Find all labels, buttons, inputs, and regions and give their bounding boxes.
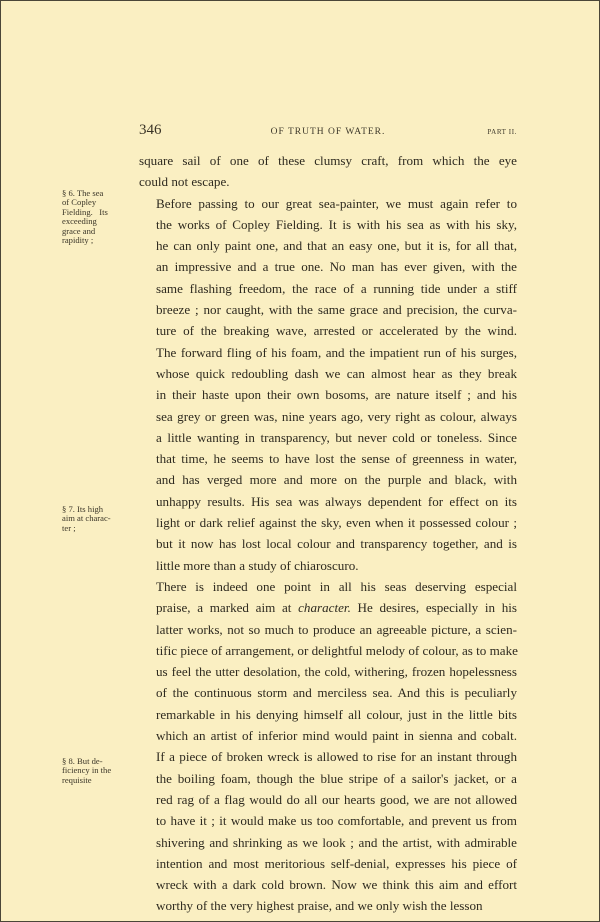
text-line: light or dark relief against the sky, even when it possessed colour ; — [156, 515, 517, 531]
text-line: same flashing freedom, the race of a running tide under a stiff — [156, 280, 517, 296]
text-line: an impressive and a true one. No man has ever given, with the — [156, 259, 517, 275]
sidenote-line: rapidity ; — [62, 235, 94, 246]
text-line: tific piece of arrangement, or delightful melody of colour, as to make — [156, 642, 518, 658]
text-line: wreck with a dark cold brown. Now we think this aim and effort — [156, 877, 517, 893]
paragraph — [139, 576, 517, 917]
text-line: could not escape. — [139, 174, 230, 190]
text-line: which an artist of inferior mind would paint in sienna and cobalt. — [156, 728, 517, 744]
sidenote-line: § 6. The sea — [62, 188, 104, 198]
text-line: remarkable in his denying himself all colour, just in the little bits — [156, 706, 517, 722]
text-line: breeze ; nor caught, with the same grace and precision, the curva- — [156, 302, 517, 318]
text-line: unhappy results. His sea was always dependent for effect on its — [156, 493, 517, 509]
sidenote-line: requisite — [62, 774, 92, 785]
text-line: us feel the utter desolation, the cold, withering, frozen hopelessness — [156, 664, 517, 680]
text-line: of the continuous storm and merciless sea. And this is peculiarly — [156, 685, 517, 701]
text-line: the boiling foam, though the blue stripe of a sailor's jacket, or a — [156, 770, 517, 786]
text-line: a little wanting in transparency, but never cold or toneless. Since — [156, 429, 517, 445]
text-line: square sail of one of these clumsy craft, from which the eye — [139, 153, 517, 168]
paragraph — [139, 193, 517, 576]
text-line: praise, a marked aim at character. He desires, especially in his — [156, 600, 517, 616]
part-label: PART II. — [487, 128, 517, 136]
text-line: worthy of the very highest praise, and we only wish the lesson — [156, 898, 483, 914]
text-line: sea grey or green was, nine years ago, very right as colour, always — [156, 408, 517, 424]
text-line: intention and most meritorious self-denial, expresses his piece of — [156, 855, 517, 871]
running-head — [139, 122, 517, 142]
text-line: whose quick redoubling dash we can almost hear as they break — [156, 365, 517, 381]
italic-text: character. — [298, 600, 351, 616]
sidenote-line: Fielding. Its — [62, 206, 108, 217]
text-line: in their haste upon their own bosoms, are nature itself ; and his — [156, 387, 517, 403]
text-line: shivering and shrinking as we look ; and the artist, with admirable — [156, 834, 517, 850]
text-line: Before passing to our great sea-painter, we must again refer to — [156, 195, 517, 211]
sidenote-line: ter ; — [62, 522, 76, 533]
sidenote-line: § 7. Its high — [62, 504, 104, 514]
paragraph — [139, 150, 517, 193]
sidenote-section-6 — [62, 189, 128, 245]
text-line: The forward fling of his foam, and the impatient run of his surges, — [156, 344, 517, 360]
sidenote-line: of Copley — [62, 197, 97, 208]
text-line: that time, he seems to have lost the sense of greenness in water, — [156, 451, 517, 467]
sidenote-line: grace and — [62, 225, 96, 236]
sidenote-section-8 — [62, 757, 128, 785]
text-line: ture of the breaking wave, arrested or accelerated by the wind. — [156, 323, 517, 339]
text-line: If a piece of broken wreck is allowed to rise for an instant through — [156, 749, 517, 765]
text-line: There is indeed one point in all his seas deserving especial — [156, 578, 517, 594]
running-title: OF TRUTH OF WATER. — [270, 127, 386, 137]
sidenote-line: ficiency in the — [62, 765, 112, 776]
sidenote-line: exceeding — [62, 216, 97, 227]
text-line: little more than a study of chiaroscuro. — [156, 557, 359, 573]
body-text — [139, 150, 517, 917]
sidenote-section-7 — [62, 505, 128, 533]
text-line: he can only paint one, and that an easy one, but it is, for all that, — [156, 238, 517, 254]
page-number: 346 — [139, 122, 162, 138]
text-line: the works of Copley Fielding. It is with his sea as with his sky, — [156, 216, 517, 232]
text-line: but it now has lost local colour and transparency together, and is — [156, 536, 517, 552]
sidenote-line: § 8. But de- — [62, 756, 103, 766]
sidenote-line: aim at charac- — [62, 513, 111, 524]
text-line: to have it ; it would make us too comfortable, and prevent us from — [156, 813, 517, 829]
text-line: latter works, not so much to produce an agreeable picture, a scien- — [156, 621, 517, 637]
text-line: and has verged more and more on the purple and black, with — [156, 472, 517, 488]
text-line: red rag of a flag would do all our hearts good, we are not allowed — [156, 791, 517, 807]
